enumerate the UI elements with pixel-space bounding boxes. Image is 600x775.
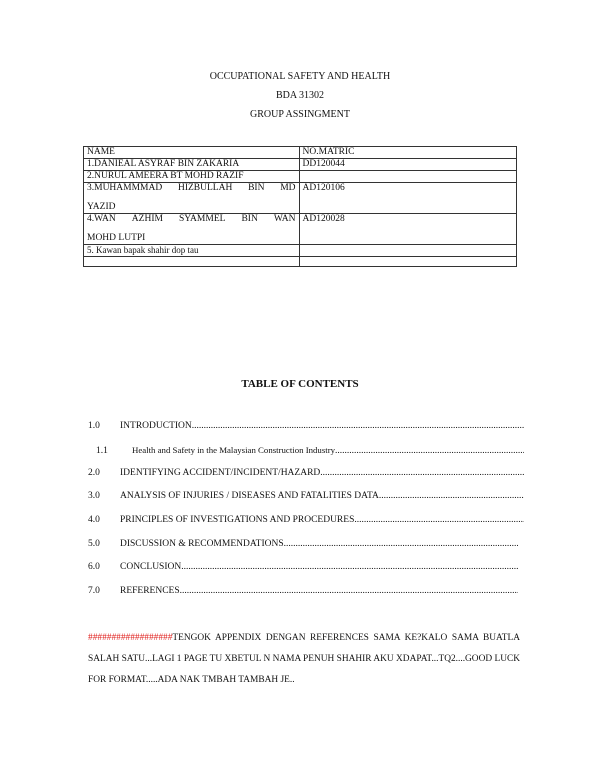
toc-label: DISCUSSION & RECOMMENDATIONS <box>120 539 284 549</box>
toc-leader <box>320 468 524 478</box>
toc-label: Health and Safety in the Malaysian Construction Industry <box>132 445 336 455</box>
table-header-row <box>84 147 517 159</box>
toc-number: 4.0 <box>88 515 100 525</box>
member-name: 2.NURUL AMEERA BT MOHD RAZIF <box>84 171 300 183</box>
name-column-header: NAME <box>84 147 300 159</box>
toc-entry[interactable] <box>88 586 518 600</box>
member-name <box>84 257 300 267</box>
toc-number: 2.0 <box>88 468 100 478</box>
toc-label: PRINCIPLES OF INVESTIGATIONS AND PROCEDURES <box>120 515 355 525</box>
toc-entry[interactable] <box>88 562 518 576</box>
member-name: 4.WAN AZHIM SYAMMEL BIN WAN MOHD LUTPI <box>84 214 300 245</box>
toc-entry[interactable] <box>88 445 524 459</box>
table-row <box>84 245 517 257</box>
member-matric <box>299 171 516 183</box>
member-matric <box>299 245 516 257</box>
toc-leader <box>335 446 524 456</box>
toc-leader <box>181 562 518 572</box>
toc-leader <box>180 586 518 596</box>
toc-entry[interactable] <box>88 491 524 505</box>
toc-number: 7.0 <box>88 586 100 596</box>
toc-label: REFERENCES <box>120 586 180 596</box>
table-row <box>84 171 517 183</box>
member-name: 3.MUHAMMMAD HIZBULLAH BIN MD YAZID <box>84 183 300 214</box>
toc-entry[interactable] <box>88 421 524 435</box>
toc-label: IDENTIFYING ACCIDENT/INCIDENT/HAZARD <box>120 468 321 478</box>
toc-number: 5.0 <box>88 539 100 549</box>
toc-leader <box>354 515 524 525</box>
note-text: TENGOK APPENDIX DENGAN REFERENCES SAMA KE?KALO SAMA BUATLA SALAH SATU...LAGI 1 PAGE TU XBETUL N NAMA PENUH SHAHIR AKU XDAPAT...TQ2....GOOD LUCK FOR FORMAT.....ADA NAK TMBAH TAMBAH JE.. <box>88 633 520 685</box>
toc-title: TABLE OF CONTENTS <box>241 378 359 390</box>
group-members-table <box>83 146 517 267</box>
toc-entry[interactable] <box>88 515 524 529</box>
table-row <box>84 159 517 171</box>
toc-leader <box>284 539 518 549</box>
toc-entry[interactable] <box>88 468 524 482</box>
member-matric: AD120106 <box>299 183 516 214</box>
toc-label: ANALYSIS OF INJURIES / DISEASES AND FATALITIES DATA <box>120 491 379 501</box>
course-title: OCCUPATIONAL SAFETY AND HEALTH <box>209 71 391 82</box>
member-name: 5. Kawan bapak shahir dop tau <box>84 245 300 257</box>
member-matric: DD120044 <box>299 159 516 171</box>
toc-label: INTRODUCTION <box>120 421 192 431</box>
toc-leader <box>379 491 524 501</box>
member-name: 1.DANIEAL ASYRAF BIN ZAKARIA <box>84 159 300 171</box>
author-note <box>88 628 520 691</box>
matric-column-header: NO.MATRIC <box>299 147 516 159</box>
assignment-title: GROUP ASSINGMENT <box>250 109 350 120</box>
table-row <box>84 183 517 214</box>
toc-number: 3.0 <box>88 491 100 501</box>
table-row <box>84 214 517 245</box>
table-row <box>84 257 517 267</box>
toc-number: 1.0 <box>88 421 100 431</box>
member-matric: AD120028 <box>299 214 516 245</box>
toc-label: CONCLUSION <box>120 562 182 572</box>
course-code: BDA 31302 <box>275 90 325 101</box>
toc-entry[interactable] <box>88 539 518 553</box>
member-matric <box>299 257 516 267</box>
toc-number: 1.1 <box>96 446 108 456</box>
toc-leader <box>192 421 524 431</box>
toc-number: 6.0 <box>88 562 100 572</box>
note-hash-marks: ################## <box>88 633 173 643</box>
